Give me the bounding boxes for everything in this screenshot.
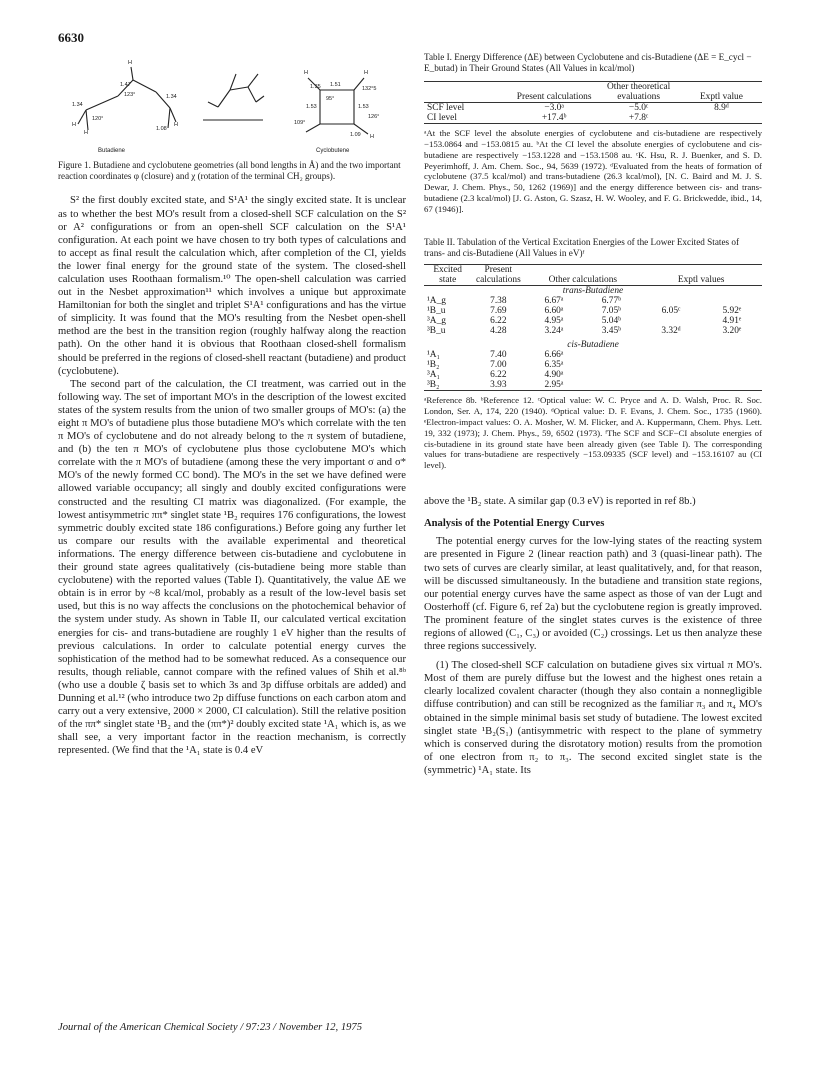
table-cell: 4.90ᵃ [544, 369, 564, 380]
table-cell: 6.22 [490, 369, 507, 380]
bond-label: 1.51 [330, 82, 341, 88]
table-1 [424, 81, 762, 124]
table-cell: 7.69 [490, 305, 507, 316]
table-cell: ¹B_u [427, 305, 446, 316]
table-1-footnote: ᵃAt the SCF level the absolute energies of cyclobutene and cis-butadiene are respectively −153.0864 and −153.0815 au. ᵇAt the CI level the absolute energies of cyclobutene and cis-butadiene are respectively −153.1228 and −153.1508 au. ᶜK. Hsu, R. J. Buenker, and S. D. Peyerimhoff, J. Am. Chem. Soc., 94, 5639 (1972). ᵈEvaluated from the heats of formation of cyclobutene (37.5 kcal/mol) and trans-butadiene (26.3 kcal/mol), [N. C. Baird and M. J. S. Dewar, J. Chem. Phys., 50, 1262 (1969)] and the energy difference between cis- and trans-butadiene (2.3 kcal/mol) [J. G. Aston, G. Szasz, H. W. Wooley, and F. G. Brickwedde, ibid., 14, 67 (1946)]. [424, 127, 762, 215]
table-row [424, 350, 762, 360]
table-header-cell: Excited state [433, 264, 462, 285]
table-header-cell: Present calculations [516, 91, 592, 102]
table-cell: CI level [427, 112, 457, 123]
table-header-cell [424, 81, 512, 102]
table-cell: 5.04ᵇ [601, 315, 622, 326]
page-number: 6630 [58, 30, 84, 45]
section-heading: Analysis of the Potential Energy Curves [424, 518, 605, 530]
table-cell: 7.38 [490, 295, 507, 306]
bond-label: 1.47 [120, 82, 131, 88]
atom-label: H [174, 122, 178, 128]
table-cell: 3.93 [490, 379, 507, 390]
butadiene-label: Butadiene [98, 148, 126, 154]
table-cell: 7.40 [490, 349, 507, 360]
table-cell: ¹A_g [427, 295, 446, 306]
journal-footer: Journal of the American Chemical Society / 97:23 / November 12, 1975 [58, 1022, 363, 1033]
left-column [58, 52, 406, 757]
table-cell: 2.95ᵃ [544, 379, 564, 390]
table-cell: SCF level [427, 102, 465, 113]
table-cell: ³B₂ [427, 379, 440, 390]
table-cell: ³B_u [427, 325, 446, 336]
table-cell: ¹B₂ [427, 359, 440, 370]
paragraph: The second part of the calculation, the CI treatment, was carried out in the following way. The set of important MO's in the description of the lowest excited states of the system results from the union of two smaller groups of MO's: (a) the eight π MO's of butadiene plus those butadiene MO's which correlate with the ten π MO's of cyclobutene and do not already belong to the π system of butadiene, and (b) the ten π MO's of cyclobutene plus those cyclobutene MO's which correlate with the π MO's of butadiene (among these the very important σ and σ* MO's of the newly formed CC bond). The MO's in the set we have defined were allowed variable occupancy; all singly and doubly excited configurations were constructed and the resulting CI matrix was diagonalized. (For example, the lowest antisymmetric ππ* singlet state ¹B₂ requires 176 configurations, the lowest symmetric doubly excited state 186 configurations.) Before going any further let us compare our results with the available experimental and theoretical informations. The energy difference between cis-butadiene and cyclobutene in their ground state agrees qualitatively (cis-butadiene being more stable than cyclobutene) with the reported values (Table I). Quantitatively, the value ΔE we obtain is in error by ~8 kcal/mol, probably as a result of the low-level basis set used, but this is no way affects the conclusions on the photochemical behavior of the system under study. As shown in Table II, our calculated vertical excitation energies for cis- and trans-butadiene are roughly 1 eV higher than the results of previous calculations. In order to calculate potential energy curves the sophistication of the method had to be somewhat reduced. As a consequence our results, though reliable, cannot compare with the refined values of Shih et al.⁸ᵇ (who use a double ζ basis set to which 3s and 3p diffuse orbitals are added) and Dunning et al.¹² (who introduce two 2p diffuse functions on each carbon atom and carry out a very extensive, 2000 × 2000, CI calculation). Still the relative position of the ππ* singlet state ¹B₂ and the (ππ*)² doubly excited state ¹A₁ which is, as we shall see, a very important factor in the reaction mechanism, is correctly represented. (We find that the ¹A₁ state is 0.4 eV [58, 378, 407, 757]
table-cell: 6.77ᵇ [601, 295, 622, 306]
table-cell [702, 296, 762, 306]
table-header-cell: Other theoretical evaluations [607, 81, 671, 102]
paragraph: (1) The closed-shell SCF calculation on butadiene gives six virtual π MO's. Most of them are purely diffuse but the lowest and the highest ones retain a clearly localized covalent character (though they also contain a nonnegligible diffuse contribution) and can still be recognized as the familiar π₃ and π₄ MO's obtained in the simple minimal basis set study of butadiene. The lowest excited singlet state ¹B₂(S₁) (antisymmetric with respect to the plane of symmetry which is conserved during the disrotatory motion) results from the promotion of one electron from π₂ to π₃. The second excited singlet state is the (symmetric) ¹A₁ state. Its [424, 660, 762, 776]
molecule-diagram [58, 52, 406, 158]
table-cell: 6.67ᵃ [544, 295, 564, 306]
table-cell: −3.0ᵃ [544, 102, 564, 113]
atom-label: H [84, 130, 88, 136]
bond-label: 1.53 [358, 104, 369, 110]
table-cell: 3.32ᵈ [661, 325, 681, 336]
bond-label: 1.34 [72, 102, 83, 108]
table-2 [424, 264, 762, 391]
table-cell: +17.4ᵇ [541, 112, 567, 123]
table-subheader-row [424, 336, 762, 350]
table-2-title: Table II. Tabulation of the Vertical Excitation Energies of the Lower Excited States of trans- and cis-Butadiene (All Values in eV)ᶠ [424, 237, 740, 259]
table-row [424, 380, 762, 391]
table-header-row [424, 264, 762, 285]
table-cell: ³A₁ [427, 369, 440, 380]
table-cell: 6.05ᶜ [661, 305, 681, 316]
table-cell: 7.00 [490, 359, 507, 370]
figure-1-caption: Figure 1. Butadiene and cyclobutene geometries (all bond lengths in Å) and the two important reaction coordinates φ (closure) and χ (rotation of the terminal CH₂ groups). [58, 160, 401, 182]
bond-label: 1.09 [350, 132, 361, 138]
table-row [424, 306, 762, 316]
cyclobutene-label: Cyclobutene [316, 148, 350, 154]
table-row [424, 296, 762, 306]
table-header-cell: Exptl value [699, 91, 743, 102]
table-cell [681, 113, 762, 124]
paragraph: S² the first doubly excited state, and S¹A¹ the singly excited state. It is unclear as to whether the best MO's result from a closed-shell SCF calculation on the S² or A² configurations or from an open-shell SCF calculation on the S¹A¹ configuration. At each point we have chosen to try both types of calculations and to accept as final result the calculation which, after completion of the CI, yields the lower final energy for the ground state of the system. The closed-shell calculation uses Roothaan formalism.¹⁰ The open-shell calculation was carried out in the Nesbet approximation¹¹ which involves a unique but approximate Hamiltonian for both the singlet and triplet S¹A¹ configurations and has the virtue of simplicity. It was found that the MO's resulting from the Nesbet open-shell method are the best in the transition region (roughly halfway along the reaction path). On the other hand it is obvious that Roothaan closed-shell formalism should be preferred in the regions of closed-shell reactant (butadiene) and product (cyclobutene). [58, 195, 406, 377]
table-cell: 3.45ᵇ [601, 325, 622, 336]
angle-label: 109° [294, 120, 306, 126]
table-header-cell: Exptl values [677, 274, 725, 285]
table-cell: 8.9ᵈ [714, 102, 729, 113]
table-cell: 4.95ᵃ [544, 315, 564, 326]
table-cell: 4.28 [490, 325, 507, 336]
table-header-cell: Other calculations [548, 274, 618, 285]
bond-label: 1.34 [166, 94, 177, 100]
angle-label: 95° [326, 96, 335, 102]
angle-label: 132°5 [362, 86, 377, 92]
table-cell: 5.92ᵉ [722, 305, 742, 316]
table-group-label: cis-Butadiene [567, 339, 619, 350]
table-cell: 6.60ᵃ [544, 305, 564, 316]
table-row [424, 316, 762, 326]
table-cell: 6.22 [490, 315, 507, 326]
atom-label: H [72, 122, 76, 128]
table-cell: 4.91ᵉ [722, 315, 742, 326]
table-cell: 7.05ᵇ [601, 305, 622, 316]
table-cell: 6.35ᵃ [544, 359, 564, 370]
table-cell: 6.66ᵃ [544, 349, 564, 360]
table-row [424, 113, 762, 124]
table-cell: −5.0ᶜ [628, 102, 649, 113]
table-2-footnote: ᵃReference 8b. ᵇReference 12. ᶜOptical value: W. C. Pryce and A. D. Walsh, Proc. R. Soc. London, Ser. A, 174, 220 (1940). ᵈOptical value: D. F. Evans, J. Chem. Soc., 1735 (1960). ᵉElectron-impact values: O. A. Mosher, W. M. Flicker, and A. Kuppermann, Chem. Phys. Lett. 19, 332 (1973); J. Chem. Phys., 59, 6502 (1973). ᶠThe SCF and SCF−CI absolute energies of cis-butadiene in its ground state have been already given (see Table I). The corresponding values for trans-butadiene are respectively −153.09335 (SCF level) and −153.16107 au (CI level). [424, 394, 762, 471]
figure-1 [58, 52, 406, 158]
table-subheader-row [424, 285, 762, 296]
table-row [424, 102, 762, 113]
table-cell: ¹A₁ [427, 349, 440, 360]
table-cell: 3.20ᵉ [722, 325, 742, 336]
table-row [424, 370, 762, 380]
atom-label: H [128, 60, 132, 66]
table-cell [640, 296, 701, 306]
table-row [424, 326, 762, 336]
bond-label: 1.35 [310, 84, 321, 90]
right-column [424, 52, 762, 777]
table-cell: ³A_g [427, 315, 446, 326]
table-1-title: Table I. Energy Difference (ΔE) between Cyclobutene and cis-Butadiene (ΔE = E_cycl − E_butad) in Their Ground States (All Values in kcal/mol) [424, 52, 752, 74]
table-group-label: trans-Butadiene [562, 285, 624, 296]
table-row [424, 360, 762, 370]
atom-label: H [364, 70, 368, 76]
angle-label: 123° [124, 92, 136, 98]
angle-label: 126° [368, 114, 380, 120]
atom-label: H [370, 134, 374, 140]
paragraph: The potential energy curves for the low-lying states of the reacting system are presented in Figure 2 (linear reaction path) and 3 (quasi-linear path). The two sets of curves are clearly similar, at least qualitatively, and, for that reason, will be discussed simultaneously. In the butadiene and transition state regions, our potential energy curves have the same aspect as those of van der Lugt and Oosterhoff (cf. Figure 6, ref 2a) but the cyclobutene region is greatly improved. The prominent feature of the singlet states curves is the existence of three regions of allowed (C₁, C₃) or avoided (C₂) crossings. Let us then analyze these three regions successively. [424, 536, 762, 653]
bond-label: 1.53 [306, 104, 317, 110]
paragraph: above the ¹B₂ state. A similar gap (0.3 eV) is reported in ref 8b.) [424, 496, 696, 508]
angle-label: 120° [92, 116, 104, 122]
table-cell [640, 316, 701, 326]
table-header-row [424, 81, 762, 102]
table-cell: +7.8ᶜ [628, 112, 649, 123]
atom-label: H [304, 70, 308, 76]
bond-label: 1.08 [156, 126, 167, 132]
table-header-cell: Present calculations [475, 264, 521, 285]
table-cell: 3.24ᵃ [544, 325, 564, 336]
